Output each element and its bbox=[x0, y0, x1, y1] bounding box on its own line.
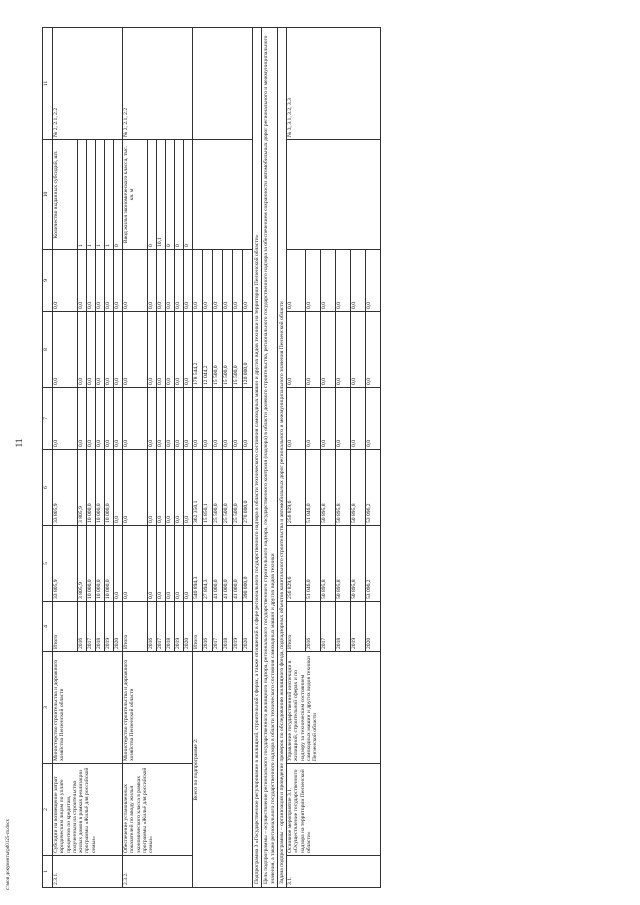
table-cell: 0,0 bbox=[78, 250, 87, 312]
table-cell: 0,0 bbox=[243, 250, 253, 312]
subprogram-title: Подпрограмма 3 «Государственное регулирование в жилищной, строительной сферах, а также отношений в сфере регионального государственного надзора в области технического состояния самоходных машин и других видов техники на территории Пензенской области» bbox=[253, 28, 262, 888]
table-cell: 2019 bbox=[233, 602, 243, 652]
indicator-label: Ввод жилья экономического класса, тыс. кв. м bbox=[123, 140, 148, 250]
empty-cell bbox=[287, 140, 381, 250]
subtotal-label: Всего по подпрограмме 2: bbox=[193, 652, 253, 888]
table-cell: 50 895,8 bbox=[336, 526, 351, 602]
indicator-value: 0 bbox=[175, 140, 184, 250]
table-cell: 0,0 bbox=[175, 388, 184, 450]
table-cell: 51 046,0 bbox=[306, 450, 321, 526]
header-cell: 11 bbox=[43, 28, 53, 140]
indicator-ref: № 3, 3.1, 3.2, 3.3 bbox=[287, 28, 381, 140]
table-row bbox=[123, 28, 148, 888]
table-cell: 0,0 bbox=[114, 312, 123, 388]
table-row bbox=[193, 28, 203, 888]
table-cell: 2018 bbox=[166, 602, 175, 652]
table-cell: 2017 bbox=[157, 602, 166, 652]
table-cell: 25 500,0 bbox=[233, 450, 243, 526]
indicator-value: 1 bbox=[96, 140, 105, 250]
table-cell: 0,0 bbox=[166, 450, 175, 526]
table-cell: 0,0 bbox=[148, 388, 157, 450]
table-cell: 2016 bbox=[148, 602, 157, 652]
table-cell: 0,0 bbox=[243, 388, 253, 450]
table-cell: 0,0 bbox=[336, 388, 351, 450]
table-cell: 41 000,0 bbox=[213, 526, 223, 602]
table-cell: 0,0 bbox=[148, 450, 157, 526]
table-cell: 0,0 bbox=[105, 250, 114, 312]
table-cell: 2017 bbox=[213, 602, 223, 652]
table-cell: 0,0 bbox=[148, 312, 157, 388]
table-cell: 33 805,9 bbox=[53, 526, 78, 602]
table-cell: 0,0 bbox=[203, 388, 213, 450]
indicator-value: 0 bbox=[148, 140, 157, 250]
executor: Управление государственной инспекции в жилищной, строительной сферах и по надзору за техническим состоянием самоходных машин и других видов техники Пензенской области bbox=[287, 652, 381, 764]
table-cell: 50 895,8 bbox=[336, 450, 351, 526]
header-row bbox=[43, 28, 53, 888]
table-cell: 0,0 bbox=[87, 312, 96, 388]
table-cell: 0,0 bbox=[287, 388, 306, 450]
table-cell: 12 044,2 bbox=[203, 312, 213, 388]
table-row bbox=[53, 28, 78, 888]
table-cell: 0,0 bbox=[105, 388, 114, 450]
table-cell: 0,0 bbox=[193, 388, 203, 450]
table-cell: 0,0 bbox=[175, 312, 184, 388]
table-cell: 0,0 bbox=[53, 250, 78, 312]
table-cell: 362 350,1 bbox=[193, 450, 203, 526]
table-cell: 0,0 bbox=[157, 526, 166, 602]
table-cell: Итого bbox=[193, 602, 203, 652]
table-row bbox=[287, 28, 306, 888]
table-row bbox=[253, 28, 262, 888]
indicator-value: 10,1 bbox=[157, 140, 166, 250]
table-cell: 0,0 bbox=[223, 388, 233, 450]
table-row bbox=[277, 28, 286, 888]
table-cell: 256 829,6 bbox=[287, 526, 306, 602]
table-cell: 2017 bbox=[321, 602, 336, 652]
table-cell: 25 500,0 bbox=[223, 450, 233, 526]
table-cell: 0,0 bbox=[148, 250, 157, 312]
table-cell: 10 000,0 bbox=[87, 526, 96, 602]
table-cell: 0,0 bbox=[105, 312, 114, 388]
table-cell: 0,0 bbox=[287, 312, 306, 388]
table-cell: 2020 bbox=[366, 602, 381, 652]
table-cell: 0,0 bbox=[53, 312, 78, 388]
indicator-value: 1 bbox=[105, 140, 114, 250]
table-cell: 2019 bbox=[175, 602, 184, 652]
table-cell: 33 805,9 bbox=[53, 450, 78, 526]
table-cell: 0,0 bbox=[366, 250, 381, 312]
table-cell: 10 000,0 bbox=[105, 450, 114, 526]
table-cell: 0,0 bbox=[123, 526, 148, 602]
table-cell: 540 894,3 bbox=[193, 526, 203, 602]
footer-path: c:\мои документы\pd0125-m.docx bbox=[6, 819, 11, 890]
program-table bbox=[42, 27, 381, 888]
table-cell: 0,0 bbox=[351, 388, 366, 450]
table-cell: 0,0 bbox=[157, 250, 166, 312]
table-cell: 0,0 bbox=[184, 312, 193, 388]
table-cell: 0,0 bbox=[175, 250, 184, 312]
table-cell: 50 895,8 bbox=[351, 526, 366, 602]
row-number: 3.1. bbox=[287, 856, 381, 888]
table-cell: 0,0 bbox=[114, 526, 123, 602]
table-cell: 0,0 bbox=[78, 388, 87, 450]
table-cell: 50 895,8 bbox=[351, 450, 366, 526]
table-cell: 0,0 bbox=[87, 388, 96, 450]
table-cell: 2016 bbox=[306, 602, 321, 652]
table-cell: 15 850,1 bbox=[203, 450, 213, 526]
table-cell: 0,0 bbox=[123, 312, 148, 388]
table-cell: 0,0 bbox=[336, 312, 351, 388]
rotated-table-container bbox=[42, 28, 628, 888]
table-cell: Итого bbox=[53, 602, 78, 652]
table-cell: 50 895,8 bbox=[321, 526, 336, 602]
table-cell: 0,0 bbox=[184, 526, 193, 602]
table-cell: 0,0 bbox=[184, 250, 193, 312]
table-row bbox=[262, 28, 278, 888]
table-cell: 120 000,0 bbox=[243, 312, 253, 388]
table-cell: 0,0 bbox=[351, 250, 366, 312]
header-cell: 5 bbox=[43, 526, 53, 602]
table-cell: 2020 bbox=[114, 602, 123, 652]
table-cell: 2020 bbox=[184, 602, 193, 652]
indicator-label: Количество выданных субсидий, шт. bbox=[53, 140, 78, 250]
table-cell: 0,0 bbox=[306, 312, 321, 388]
table-cell: 390 000,0 bbox=[243, 526, 253, 602]
indicator-value: 0 bbox=[166, 140, 175, 250]
table-cell: 2018 bbox=[96, 602, 105, 652]
table-cell: 2018 bbox=[336, 602, 351, 652]
table-cell: 2019 bbox=[105, 602, 114, 652]
header-cell: 6 bbox=[43, 450, 53, 526]
header-cell: 9 bbox=[43, 250, 53, 312]
table-cell: 10 000,0 bbox=[96, 450, 105, 526]
table-cell: 0,0 bbox=[321, 388, 336, 450]
table-cell: 0,0 bbox=[114, 388, 123, 450]
table-cell: 15 500,0 bbox=[213, 312, 223, 388]
table-cell: 0,0 bbox=[166, 388, 175, 450]
header-cell: 7 bbox=[43, 388, 53, 450]
table-cell: 10 000,0 bbox=[105, 526, 114, 602]
table-cell: 0,0 bbox=[157, 388, 166, 450]
table-cell: 0,0 bbox=[175, 526, 184, 602]
table-cell: 41 000,0 bbox=[223, 526, 233, 602]
table-cell: 0,0 bbox=[306, 250, 321, 312]
table-cell: 0,0 bbox=[366, 388, 381, 450]
empty-cell bbox=[193, 28, 253, 140]
table-cell: 0,0 bbox=[321, 312, 336, 388]
table-cell: 53 096,2 bbox=[366, 450, 381, 526]
table-cell: 15 500,0 bbox=[233, 312, 243, 388]
table-cell: 0,0 bbox=[184, 388, 193, 450]
table-cell: Итого bbox=[123, 602, 148, 652]
indicator-ref: № 2, 2.1, 2.2 bbox=[53, 28, 123, 140]
table-cell: 0,0 bbox=[175, 450, 184, 526]
table-cell: 0,0 bbox=[96, 388, 105, 450]
measure-name: Субсидии на возмещение затрат юридическим лицам по уплате процентов по кредитам, полученным на строительство жилых домов в рамках реализации программы «Жильё для российской семьи» bbox=[53, 764, 123, 856]
header-cell: 4 bbox=[43, 602, 53, 652]
table-cell: 0,0 bbox=[166, 526, 175, 602]
table-cell: 0,0 bbox=[233, 388, 243, 450]
table-cell: 0,0 bbox=[213, 388, 223, 450]
page-number: 11 bbox=[14, 438, 24, 448]
table-cell: 0,0 bbox=[96, 250, 105, 312]
row-number: 2.3.1. bbox=[53, 856, 123, 888]
table-cell: 0,0 bbox=[203, 250, 213, 312]
table-cell: 27 894,3 bbox=[203, 526, 213, 602]
table-cell: 0,0 bbox=[213, 250, 223, 312]
table-cell: 0,0 bbox=[193, 250, 203, 312]
table-cell: 0,0 bbox=[123, 250, 148, 312]
table-cell: 178 544,2 bbox=[193, 312, 203, 388]
executor: Министерство строительства и дорожного хозяйства Пензенской области bbox=[123, 652, 193, 764]
table-cell: 2016 bbox=[203, 602, 213, 652]
indicator-ref: № 2, 2.1, 2.2 bbox=[123, 28, 193, 140]
table-cell: 3 805,9 bbox=[78, 450, 87, 526]
table-cell: 0,0 bbox=[53, 388, 78, 450]
header-cell: 2 bbox=[43, 764, 53, 856]
table-cell: 0,0 bbox=[78, 312, 87, 388]
table-cell: 3 805,9 bbox=[78, 526, 87, 602]
table-cell: 25 500,0 bbox=[213, 450, 223, 526]
table-cell: 53 096,2 bbox=[366, 526, 381, 602]
table-cell: 0,0 bbox=[351, 312, 366, 388]
table-cell: 0,0 bbox=[123, 388, 148, 450]
table-cell: 15 500,0 bbox=[223, 312, 233, 388]
measure-name: Основное мероприятие 3.1. «Осуществление государственного надзора на территории Пензенской области» bbox=[287, 764, 381, 856]
table-cell: 256 829,6 bbox=[287, 450, 306, 526]
table-cell: 270 000,0 bbox=[243, 450, 253, 526]
table-cell: 0,0 bbox=[87, 250, 96, 312]
table-cell: 51 046,0 bbox=[306, 526, 321, 602]
indicator-value: 0 bbox=[114, 140, 123, 250]
table-cell: 2016 bbox=[78, 602, 87, 652]
table-cell: Итого bbox=[287, 602, 306, 652]
indicator-value: 0 bbox=[184, 140, 193, 250]
header-cell: 1 bbox=[43, 856, 53, 888]
table-cell: 0,0 bbox=[366, 312, 381, 388]
table-cell: 10 000,0 bbox=[96, 526, 105, 602]
header-cell: 8 bbox=[43, 312, 53, 388]
table-cell: 0,0 bbox=[184, 450, 193, 526]
table-cell: 0,0 bbox=[148, 526, 157, 602]
table-cell: 0,0 bbox=[287, 250, 306, 312]
subprogram-task: Задача подпрограммы – организация и проведение проверок по обследованию жилищного фонда, поднадзорных объектов капитального строительства и автомобильных дорог регионального и межмуниципального значения Пензенской области bbox=[277, 28, 286, 888]
executor: Министерство строительства и дорожного хозяйства Пензенской области bbox=[53, 652, 123, 764]
header-cell: 3 bbox=[43, 652, 53, 764]
indicator-value: 1 bbox=[78, 140, 87, 250]
table-cell: 0,0 bbox=[157, 450, 166, 526]
table-cell: 0,0 bbox=[114, 250, 123, 312]
table-cell: 0,0 bbox=[223, 250, 233, 312]
table-cell: 50 895,8 bbox=[321, 450, 336, 526]
table-cell: 0,0 bbox=[321, 250, 336, 312]
table-cell: 0,0 bbox=[166, 312, 175, 388]
table-cell: 0,0 bbox=[306, 388, 321, 450]
row-number: 2.3.2. bbox=[123, 856, 193, 888]
table-cell: 2020 bbox=[243, 602, 253, 652]
table-cell: 0,0 bbox=[96, 312, 105, 388]
table-cell: 10 000,0 bbox=[87, 450, 96, 526]
table-cell: 0,0 bbox=[114, 450, 123, 526]
table-cell: 0,0 bbox=[123, 450, 148, 526]
table-cell: 2019 bbox=[351, 602, 366, 652]
indicator-value: 1 bbox=[87, 140, 96, 250]
table-cell: 0,0 bbox=[336, 250, 351, 312]
table-cell: 2018 bbox=[223, 602, 233, 652]
empty-cell bbox=[193, 140, 253, 250]
table-cell: 0,0 bbox=[166, 250, 175, 312]
header-cell: 10 bbox=[43, 140, 53, 250]
table-cell: 41 000,0 bbox=[233, 526, 243, 602]
table-cell: 0,0 bbox=[157, 312, 166, 388]
measure-name: Обеспечение установленных показателей по вводу жилья экономического класса в рамках программы «Жильё для российской семьи» bbox=[123, 764, 193, 856]
subprogram-goal: Цель подпрограммы – осуществление регионального государственного жилищного надзора, регионального государственного строительного надзора, государственного контроля (надзора) в области долевого строительства, регионального государственного надзора за обеспечением сохранности автомобильных дорог регионального и межмуниципального значения, а также регионального государственного надзора в области технического состояния самоходных машин и других видов техники bbox=[262, 28, 278, 888]
table-cell: 0,0 bbox=[233, 250, 243, 312]
table-cell: 2017 bbox=[87, 602, 96, 652]
